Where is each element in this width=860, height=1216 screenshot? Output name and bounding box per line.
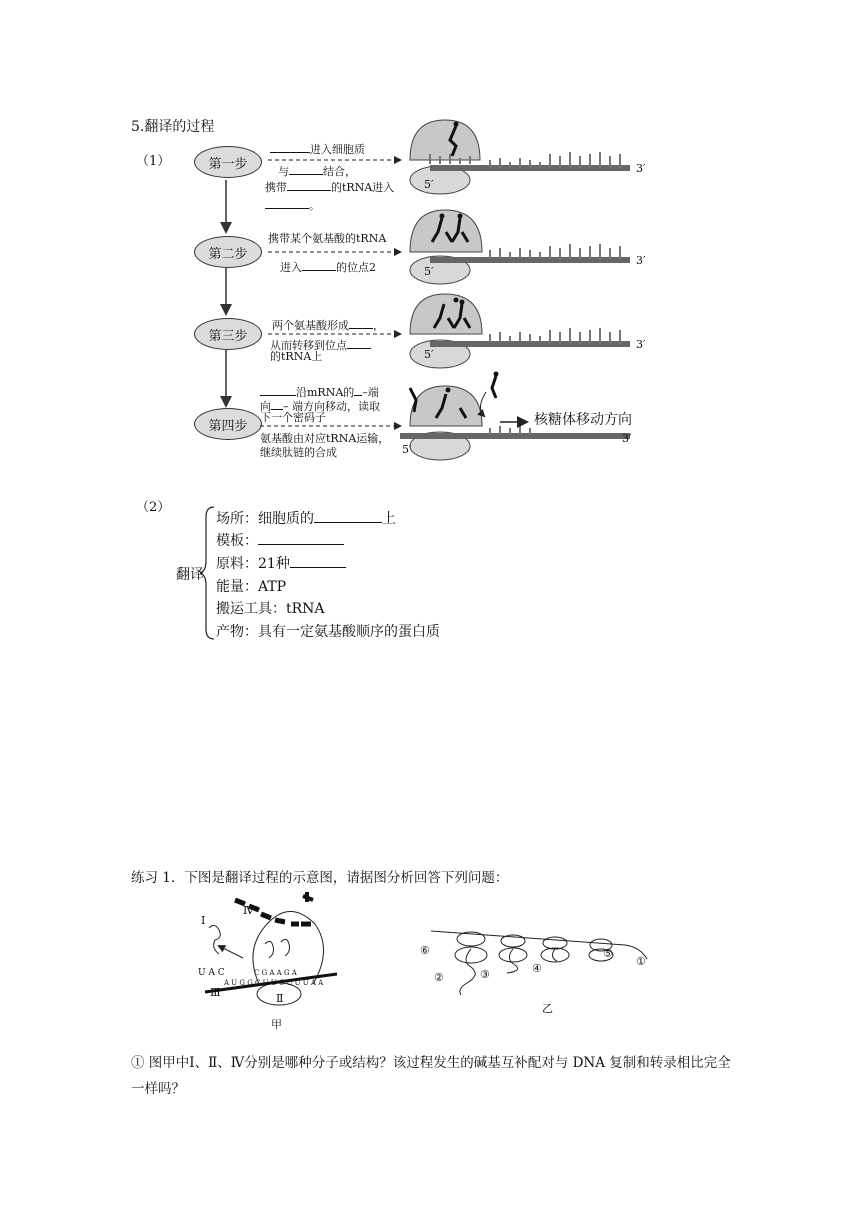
fig-a-anticodon: U A C xyxy=(198,968,225,978)
ribosome-3 xyxy=(410,294,630,368)
fig-b-label-1: ① xyxy=(636,955,646,968)
step-1-label: 第一步 xyxy=(194,146,262,178)
fig-a-label-3: Ⅲ xyxy=(210,986,221,999)
three-prime-label-4: 3′ xyxy=(622,432,632,445)
three-prime-label-2: 3′ xyxy=(636,254,646,267)
summary-row-2: 模板： xyxy=(216,530,344,550)
summary-row-3: 原料：21种 xyxy=(216,553,346,573)
fig-b-label-3: ③ xyxy=(480,968,490,981)
fig-b-label-6: ⑥ xyxy=(420,944,430,957)
summary-row-6: 产物：具有一定氨基酸顺序的蛋白质 xyxy=(216,624,440,640)
question-1: ① 图甲中Ⅰ、Ⅱ、Ⅳ分别是哪种分子或结构？该过程发生的碱基互补配对与 DNA 复制和转录相比完全一样吗？ xyxy=(131,1055,731,1097)
ribosome-1 xyxy=(410,120,630,194)
three-prime-label-1: 3′ xyxy=(636,162,646,175)
step-4-label: 第四步 xyxy=(194,408,262,440)
five-prime-label-2: 5′ xyxy=(424,265,434,278)
summary-row-1: 场所：细胞质的 上 xyxy=(216,511,396,527)
fig-b-label-5: ⑤ xyxy=(603,947,613,960)
summary-row-4: 能量：ATP xyxy=(216,579,287,595)
ribosome-2 xyxy=(410,210,630,284)
summary-title: 翻译 xyxy=(176,567,204,583)
fig-b-label-2: ② xyxy=(434,971,444,984)
fig-b-label-4: ④ xyxy=(532,962,542,975)
fig-a-codon: C G A A G A xyxy=(254,969,297,977)
step-4-text: 沿mRNA的 –端 xyxy=(260,383,379,400)
step-3-text: 两个氨基酸形成 ， xyxy=(272,316,384,333)
exercise-title: 练习 1．下图是翻译过程的示意图，请据图分析回答下列问题： xyxy=(131,870,509,886)
fig-a-mrna: A U G G C U U C U U U A A xyxy=(224,979,324,987)
step-3-label: 第三步 xyxy=(194,318,262,350)
step-2-label: 第二步 xyxy=(194,236,262,268)
step-2-text: 携带某个氨基酸的tRNA xyxy=(268,232,387,245)
five-prime-label-1: 5′ xyxy=(424,178,434,191)
fig-a-label-1: Ⅰ xyxy=(201,914,206,927)
section-title: 5.翻译的过程 xyxy=(131,119,215,135)
step-1-text: 进入细胞质 xyxy=(270,140,365,157)
part2-label: （2） xyxy=(136,500,171,515)
part1-label: （1） xyxy=(136,154,171,169)
summary-row-5: 搬运工具：tRNA xyxy=(216,601,325,617)
five-prime-label-3: 5′ xyxy=(424,348,434,361)
fig-b-caption: 乙 xyxy=(542,1002,553,1015)
figure-b xyxy=(425,925,655,995)
brace xyxy=(200,505,216,641)
fig-a-label-2: Ⅱ xyxy=(276,992,284,1005)
direction-label: 核糖体移动方向 xyxy=(534,412,632,428)
five-prime-label-4: 5′ xyxy=(402,443,412,456)
fig-a-caption: 甲 xyxy=(271,1018,282,1031)
three-prime-label-3: 3′ xyxy=(636,338,646,351)
fig-a-label-4: Ⅳ xyxy=(243,904,254,917)
